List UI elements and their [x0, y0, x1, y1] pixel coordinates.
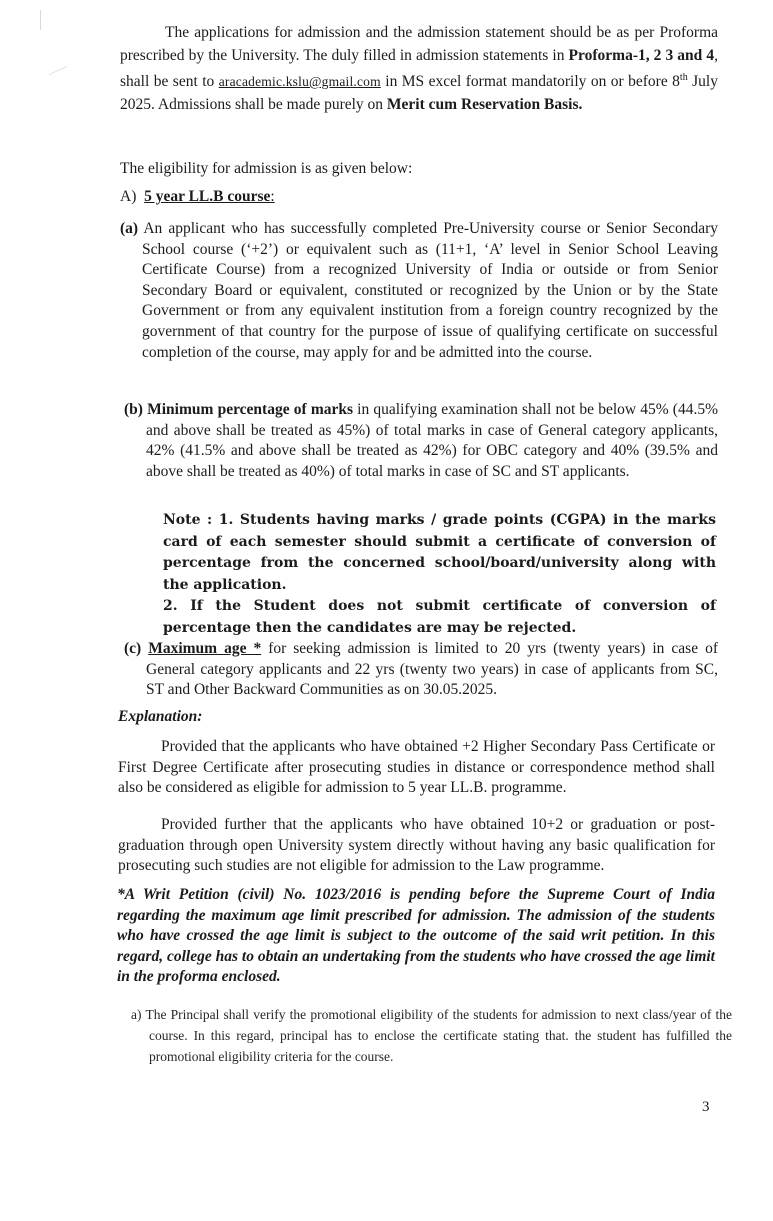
item-marker: (a) — [120, 220, 139, 237]
item-text: The Principal shall verify the promotional eligibility of the students for admission to next class/year of the course. In this regard, principal has to enclose the certificate stating that. the student has fulfilled the promotional eligibility criteria for the course. — [145, 1007, 733, 1064]
item-text: An applicant who has successfully completed Pre-University course or Senior Secondary School course (‘+2’) or equivalent such as (11+1, ‘A’ level in Senior School Leaving Certificate Course) from a recognized University of India or outside or from Senior Secondary Board or equivalent, constituted or recognized by the Union or by the State Government or from any equivalent institution from a foreign country recognized by the government of that country for the purpose of issue of qualifying certificate on successful completion of the course, may apply for and be admitted into the course. — [142, 220, 719, 361]
eligibility-item-c — [124, 639, 718, 701]
item-text: in qualifying examination shall not be below 45% (44.5% and above shall be treated as 45%) of total marks in case of General category applicants, 42% (41.5% and above shall be treated as 42%) for OBC category and 40% (39.5% and above shall be treated as 40%) of total marks in case of SC and ST applicants. — [146, 401, 718, 480]
section-suffix: : — [270, 188, 275, 205]
item-marker: (b) — [124, 401, 143, 418]
email-link[interactable]: aracademic.kslu@gmail.com — [218, 74, 381, 90]
scan-artifact — [40, 10, 41, 30]
note-block — [163, 510, 716, 639]
intro-text: July 2025. Admissions shall be made purely on — [120, 73, 718, 113]
item-text: for seeking admission is limited to 20 yrs (twenty years) in case of General category applicants and 22 yrs (twenty two years) in case of applicants from SC, ST and Other Backward Communities as on 30.05.2025. — [146, 640, 718, 699]
note-line-1: Note : 1. Students having marks / grade points (CGPA) in the marks card of each semester should submit a certificate of conversion of percentage from the concerned school/board/university along with the application. — [163, 512, 716, 593]
intro-paragraph — [120, 22, 718, 116]
proforma-reference: Proforma-1, 2 3 and 4 — [568, 46, 715, 64]
item-bold-text: Minimum percentage of marks — [147, 401, 354, 418]
intro-text: , shall be sent to — [120, 46, 718, 91]
intro-text: in MS excel format mandatorily on or before 8 — [380, 73, 680, 91]
intro-text: The applications for admission and the admission statement should be as per Proforma prescribed by the University. The duly filled in admission statements in — [120, 24, 718, 64]
explanation-paragraph-1: Provided that the applicants who have obtained +2 Higher Secondary Pass Certificate or First Degree Certificate after prosecuting studies in distance or correspondence method shall also be considered as eligible for admission to 5 year LL.B. programme. — [118, 738, 715, 796]
eligibility-item-a — [120, 219, 718, 363]
scan-artifact — [49, 66, 68, 75]
principal-verification-item — [131, 1004, 732, 1067]
merit-basis: Merit cum Reservation Basis. — [386, 95, 583, 113]
explanation-paragraph-2: Provided further that the applicants who have obtained 10+2 or graduation or post-graduation through open University system directly without having any basic qualification for prosecuting such studies are not eligible for admission to the Law programme. — [118, 816, 715, 874]
section-a-heading — [120, 188, 275, 206]
page-number: 3 — [702, 1099, 710, 1115]
date-superscript: th — [679, 72, 688, 83]
item-marker: (c) — [124, 640, 142, 657]
writ-petition-note: *A Writ Petition (civil) No. 1023/2016 is pending before the Supreme Court of India regarding the maximum age limit prescribed for admission. The admission of the students who have crossed the age limit is subject to the outcome of the said writ petition. In this regard, college has to obtain an undertaking from the students who have crossed the age limit in the proforma enclosed. — [117, 886, 715, 985]
eligibility-item-b — [124, 400, 718, 482]
item-bold-text: Maximum age * — [148, 640, 262, 657]
note-line-2: 2. If the Student does not submit certificate of conversion of percentage then the candidates are may be rejected. — [163, 598, 716, 636]
item-marker: a) — [131, 1007, 142, 1022]
explanation-heading: Explanation: — [118, 708, 203, 725]
section-marker: A) — [120, 188, 137, 205]
eligibility-intro: The eligibility for admission is as given below: — [120, 160, 413, 177]
section-title: 5 year LL.B course — [144, 188, 271, 205]
